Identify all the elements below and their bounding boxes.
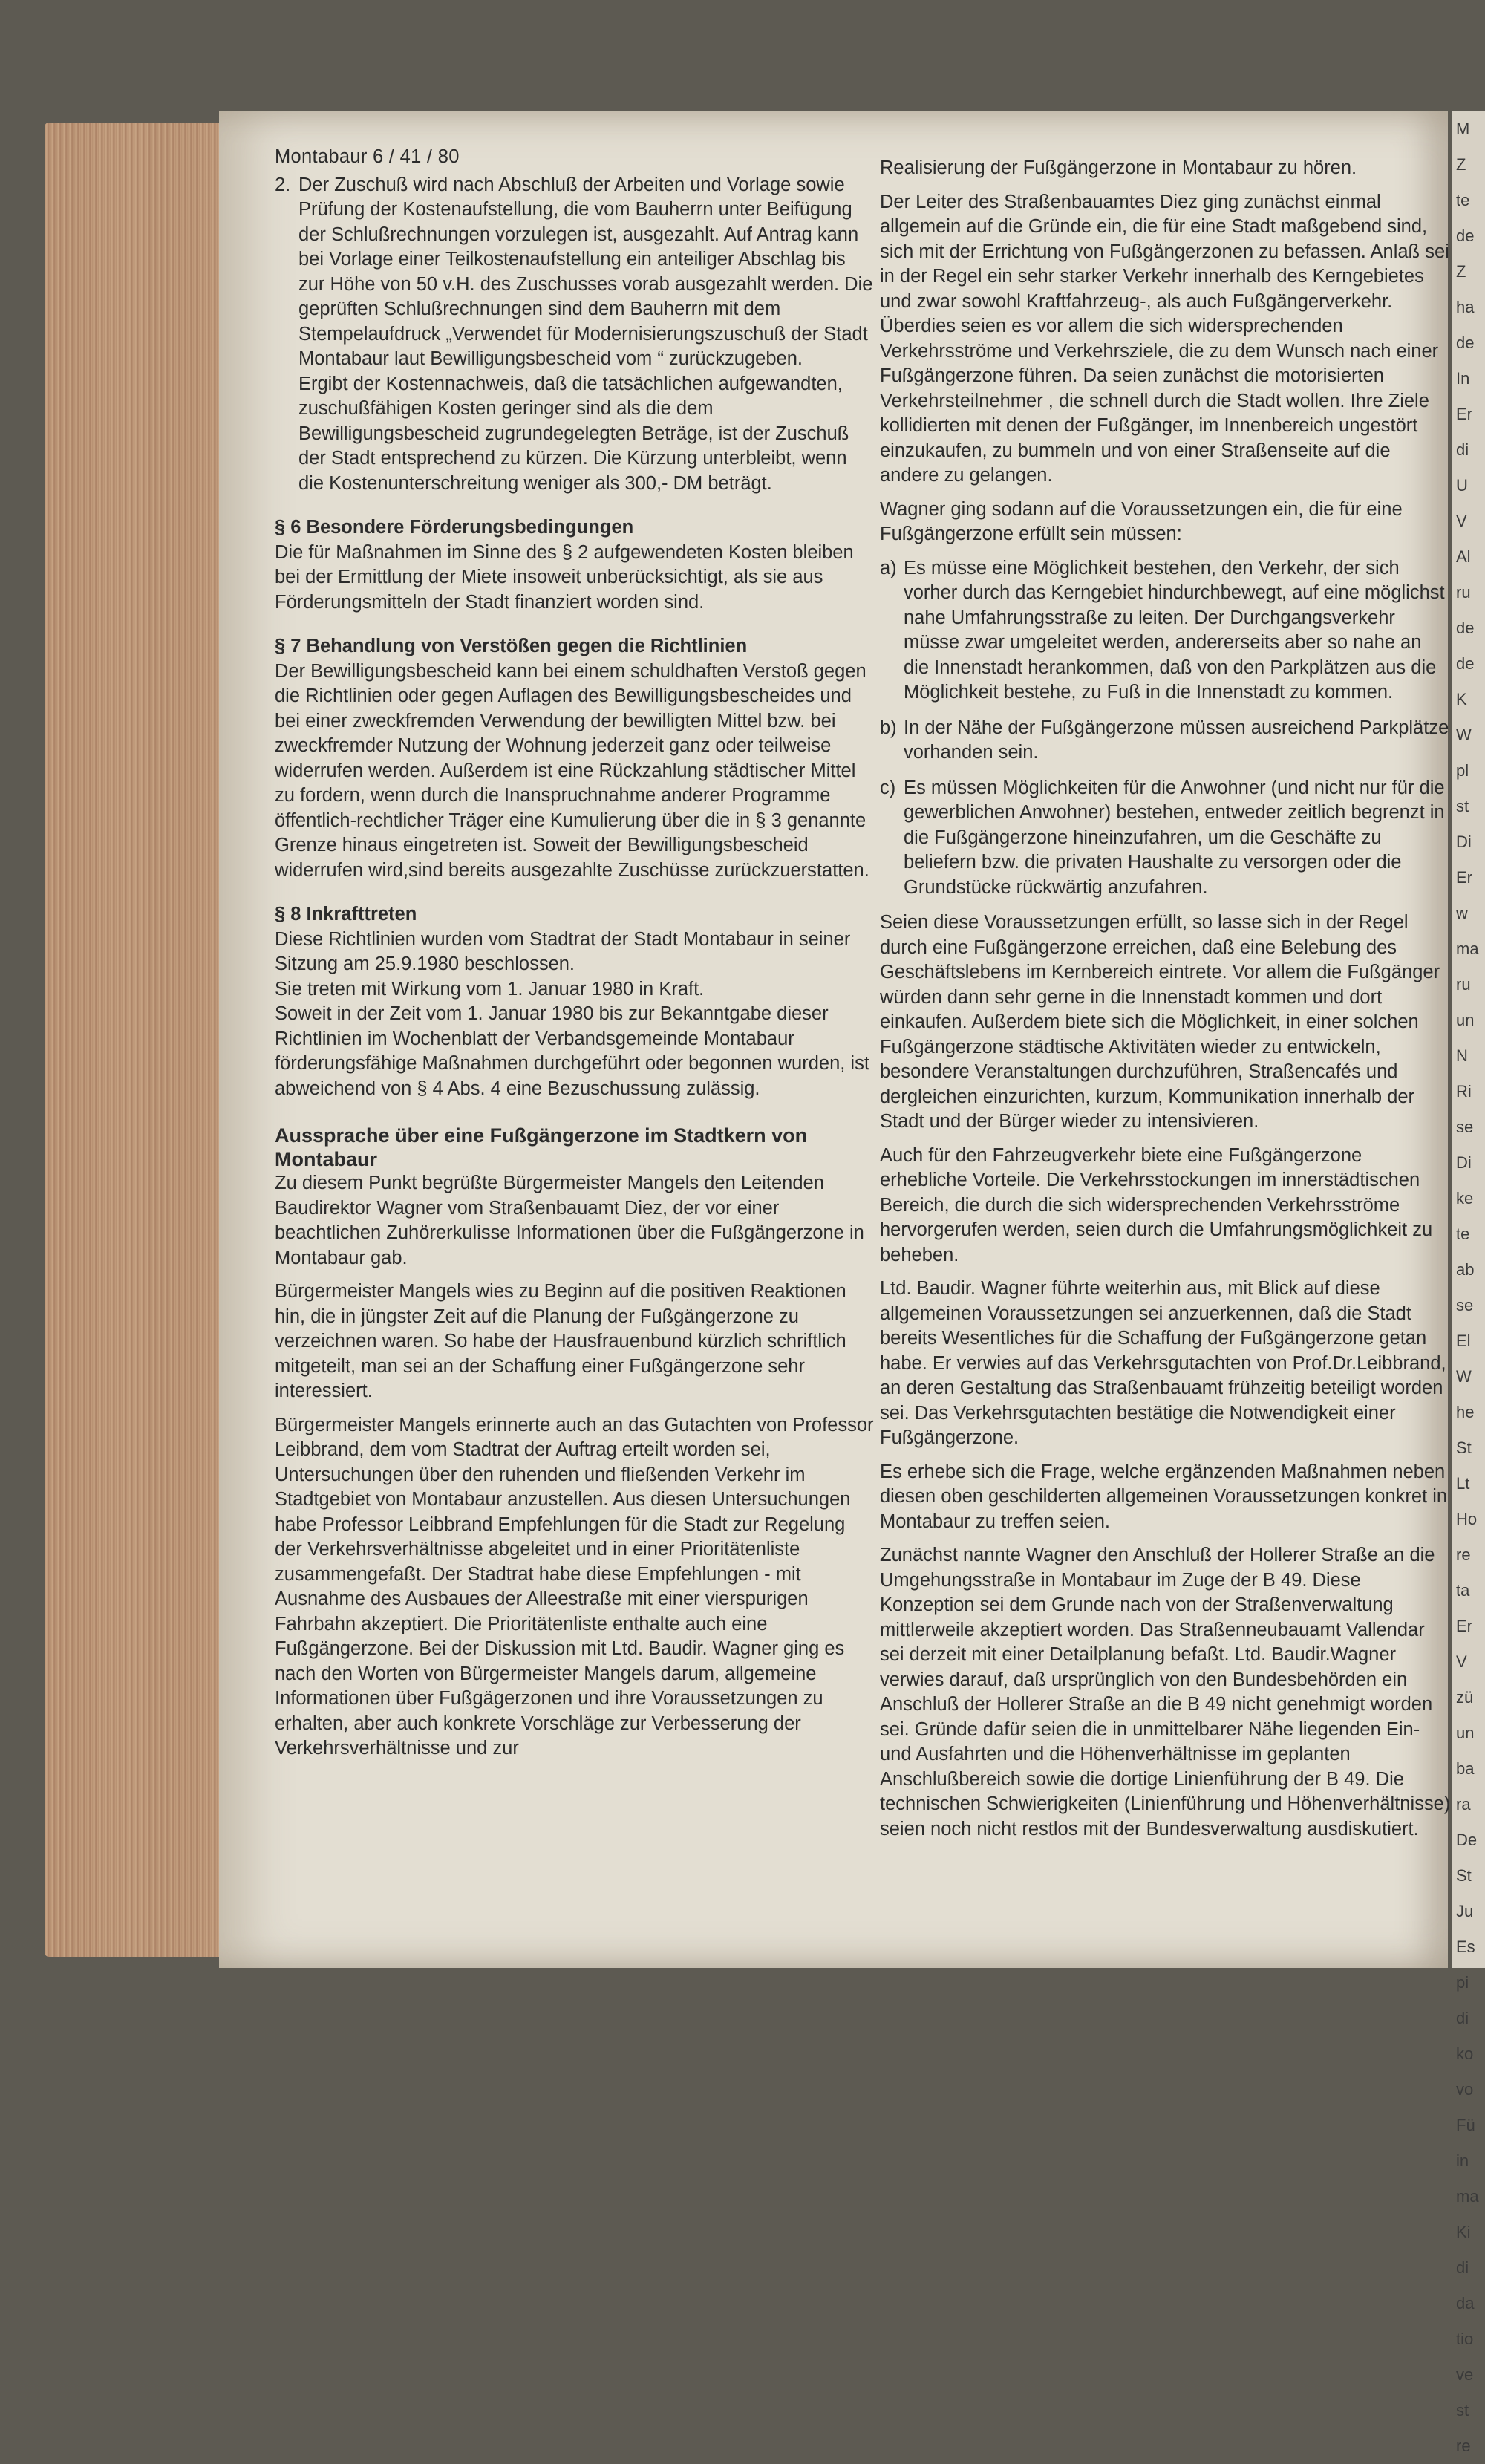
right-paragraph-3: Wagner ging sodann auf die Voraussetzungen ein, die für eine Fußgängerzone erfüllt sein müssen: xyxy=(880,498,1403,544)
right-paragraph-2: Der Leiter des Straßenbauamtes Diez ging zunächst einmal allgemein auf die Gründe ein, die für eine Stadt maßgebend sind, sich mit der Errichtung von Fußgängerzonen zu befassen. Anlaß sei in der Regel ein sehr starker Verkehr innerhalb des Kerngebietes und zwar sowohl Kraftfahrzeug-, als auch Fußgängerverkehr. Überdies seien es vor allem die sich widersprechenden Verkehrsströme und Verkehrsziele, die zu dem Wunsch nach einer Fußgängerzone führen. Da seien zunächst die motorisierten Verkehrsteilnehmer , die schnell durch die Stadt wollen. Ihre Ziele kollidierten mit denen der Fußgänger, im Innenbereich ungestört einzukaufen, zu bummeln und von einer Straßenseite auf die andere zu gelangen. xyxy=(880,191,1449,486)
next-page-fragment: in xyxy=(1456,2151,1469,2170)
list-item-a-text: Es müsse eine Möglichkeit bestehen, den Verkehr, der sich vorher durch das Kerngebiet hindurchbewegt, auf eine möglichst nahe Umfahrungsstraße zu leiten. Der Durchgangsverkehr müsse zwar umgeleitet werden, andererseits aber so nahe an die Innenstadt herankommen, daß von den Parkplätzen aus die Möglichkeit bestehe, zu Fuß in die Innenstadt zu kommen. xyxy=(904,557,1445,703)
next-page-fragment: El xyxy=(1456,1332,1471,1350)
next-page-fragment: da xyxy=(1456,2294,1475,2313)
list-item-c-label: c) xyxy=(880,777,896,798)
section-6-text: Die für Maßnahmen im Sinne des § 2 aufgewendeten Kosten bleiben bei der Ermittlung der Miete insoweit unberücksichtigt, als sie aus Förderungsmitteln der Stadt finanziert worden sind. xyxy=(275,541,854,613)
section-8-text-3: Soweit in der Zeit vom 1. Januar 1980 bis zur Bekanntgabe dieser Richtlinien im Wochenblatt der Verbandsgemeinde Montabaur förderungsfähige Maßnahmen durchgeführt oder begonnen wurden, ist abweichend von § 4 Abs. 4 eine Bezuschussung zulässig. xyxy=(275,1003,869,1099)
next-page-fragment: de xyxy=(1456,654,1475,673)
next-page-fragment: M xyxy=(1456,120,1470,138)
next-page-fragment: Es xyxy=(1456,1937,1475,1956)
next-page-fragment: ta xyxy=(1456,1581,1470,1600)
next-page-fragment: St xyxy=(1456,1866,1472,1885)
right-paragraph-5: Auch für den Fahrzeugverkehr biete eine Fußgängerzone erhebliche Vorteile. Die Verkehrsstockungen im innerstädtischen Bereich, die durch die sich widersprechenden Verkehrsströme hervorgerufen werden, seien durch die Umfahrungsmöglichkeit zu beheben. xyxy=(880,1144,1433,1265)
list-item-a-label: a) xyxy=(880,557,897,578)
list-item-b xyxy=(880,716,1452,766)
next-page-fragment: un xyxy=(1456,1724,1475,1742)
next-page-fragment: Di xyxy=(1456,1153,1472,1172)
next-page-fragment: un xyxy=(1456,1011,1475,1029)
section-8-heading: § 8 Inkrafttreten xyxy=(275,904,417,925)
next-page-fragment: w xyxy=(1456,904,1468,922)
next-page-fragment: W xyxy=(1456,1367,1472,1386)
next-page-fragment: de xyxy=(1456,619,1475,637)
item-2-label: 2. xyxy=(275,174,291,195)
next-page-fragment: Fü xyxy=(1456,2116,1475,2134)
next-page-fragment: Er xyxy=(1456,868,1472,887)
section-8-text-1: Diese Richtlinien wurden vom Stadtrat der Stadt Montabaur in seiner Sitzung am 25.9.1980 beschlossen. xyxy=(275,928,851,974)
next-page-fragment: Al xyxy=(1456,547,1471,566)
next-page-fragment: Ju xyxy=(1456,1902,1474,1920)
next-page-fragment: ma xyxy=(1456,2187,1479,2206)
section-8-text-2: Sie treten mit Wirkung vom 1. Januar 1980 in Kraft. xyxy=(275,978,705,1000)
next-page-fragment: te xyxy=(1456,191,1470,209)
book-page-edge xyxy=(45,123,219,1957)
next-page-fragment: de xyxy=(1456,226,1475,245)
next-page-fragment: di xyxy=(1456,2009,1469,2027)
right-paragraph-4: Seien diese Voraussetzungen erfüllt, so lasse sich in der Regel durch eine Fußgängerzone erreichen, daß eine Belebung des Geschäftslebens im Kernbereich eintrete. Vor allem die Fußgänger würden dann sehr gerne in die Innenstadt kommen und dort einkaufen. Außerdem biete sich die Möglichkeit, in einer solchen Fußgängerzone städtische Aktivitäten wieder zu entwickeln, besondere Veranstaltungen durchzuführen, Straßencafés und dergleichen einzurichten, kurzum, Kommunikation innerhalb der Stadt und der Bürger wieder zu intensivieren. xyxy=(880,912,1440,1132)
next-page-fragment: ru xyxy=(1456,975,1471,994)
next-page-fragment: di xyxy=(1456,440,1469,459)
next-page-fragment: Z xyxy=(1456,262,1466,281)
next-page-fragment: K xyxy=(1456,690,1467,708)
section-6-heading: § 6 Besondere Förderungsbedingungen xyxy=(275,517,634,538)
next-page-fragment: Z xyxy=(1456,155,1466,174)
list-item-c-text: Es müssen Möglichkeiten für die Anwohner (und nicht nur für die gewerblichen Anwohner) bestehen, entweder zeitlich begrenzt in die Fußgängerzone hineinzufahren, um die Geschäfte zu beliefern bzw. die privaten Haushalte zu versorgen oder die Grundstücke rückwärtig anzufahren. xyxy=(904,777,1445,898)
next-page-fragment: vo xyxy=(1456,2080,1474,2099)
next-page-fragment: In xyxy=(1456,369,1470,388)
next-page-fragment: st xyxy=(1456,797,1469,815)
next-page-fragment: pi xyxy=(1456,1973,1469,1992)
list-item-c xyxy=(880,776,1452,901)
right-column xyxy=(880,156,1452,1851)
item-2 xyxy=(275,173,876,497)
next-page-fragment: ve xyxy=(1456,2365,1474,2384)
list-item-b-text: In der Nähe der Fußgängerzone müssen ausreichend Parkplätze vorhanden sein. xyxy=(904,717,1449,763)
next-page-fragment: Lt xyxy=(1456,1474,1470,1493)
next-page-fragment: ma xyxy=(1456,939,1479,958)
next-page-fragment: Er xyxy=(1456,405,1472,423)
section-7-heading: § 7 Behandlung von Verstößen gegen die Richtlinien xyxy=(275,636,748,656)
next-page-fragment: re xyxy=(1456,1545,1471,1564)
next-page-fragment: te xyxy=(1456,1225,1470,1243)
left-column xyxy=(275,145,876,1770)
aussprache-heading: Aussprache über eine Fußgängerzone im Stadtkern von Montabaur xyxy=(275,1124,808,1170)
next-page-fragment: De xyxy=(1456,1831,1478,1849)
page-header: Montabaur 6 / 41 / 80 xyxy=(275,146,460,167)
right-paragraph-6: Ltd. Baudir. Wagner führte weiterhin aus, mit Blick auf diese allgemeinen Voraussetzungen sei anzuerkennen, daß die Stadt bereits Wesentliches für die Schaffung der Fußgängerzone getan habe. Er verwies auf das Verkehrsgutachten von Prof.Dr.Leibbrand, an deren Gestaltung das Straßenbauamt frühzeitig beteiligt worden sei. Das Verkehrsgutachten bestätige die Notwendigkeit einer Fußgängerzone. xyxy=(880,1278,1446,1448)
next-page-fragment: W xyxy=(1456,726,1472,744)
right-paragraph-1: Realisierung der Fußgängerzone in Montabaur zu hören. xyxy=(880,157,1357,178)
item-2-text-2: Ergibt der Kostennachweis, daß die tatsächlichen aufgewandten, zuschußfähigen Kosten geringer sind als die dem Bewilligungsbescheid zugrundegelegten Beträge, ist der Zuschuß der Stadt entsprechend zu kürzen. Die Kürzung unterbleibt, wenn die Kostenunterschreitung weniger als 300,- DM beträgt. xyxy=(298,373,849,494)
next-page-fragment: pl xyxy=(1456,761,1469,780)
next-page-fragment: V xyxy=(1456,512,1467,530)
next-page-fragment: U xyxy=(1456,476,1468,495)
next-page-fragment: ha xyxy=(1456,298,1475,316)
next-page-fragment: ba xyxy=(1456,1759,1475,1778)
next-page-fragment: st xyxy=(1456,2401,1469,2419)
aussprache-paragraph-2: Bürgermeister Mangels wies zu Beginn auf die positiven Reaktionen hin, die in jüngster Zeit auf die Planung der Fußgängerzone zu verzeichnen waren. So habe der Hausfrauenbund kürzlich schriftlich mitgeteilt, man sei an der Schaffung einer Fußgängerzone sehr interessiert. xyxy=(275,1281,846,1401)
right-paragraph-7: Es erhebe sich die Frage, welche ergänzenden Maßnahmen neben diesen oben geschilderten allgemeinen Voraussetzungen konkret in Montabaur zu treffen seien. xyxy=(880,1461,1448,1532)
next-page-fragment: he xyxy=(1456,1403,1475,1421)
next-page-fragment: tio xyxy=(1456,2330,1474,2348)
next-page-fragment: Ho xyxy=(1456,1510,1478,1528)
next-page-fragment: re xyxy=(1456,2437,1471,2455)
next-page-fragment: Di xyxy=(1456,832,1472,851)
list-item-b-label: b) xyxy=(880,717,897,738)
next-page-fragment: Er xyxy=(1456,1617,1472,1635)
list-item-a xyxy=(880,556,1452,705)
next-page-fragment: ab xyxy=(1456,1260,1475,1279)
next-page-fragment: Ri xyxy=(1456,1082,1472,1101)
next-page-fragment: N xyxy=(1456,1046,1468,1065)
item-2-text: Der Zuschuß wird nach Abschluß der Arbeiten und Vorlage sowie Prüfung der Kostenaufstellung, die vom Bauherrn unter Beifügung der Schlußrechnungen vorzulegen ist, ausgezahlt. Auf Antrag kann bei Vorlage einer Teilkostenaufstellung ein anteiliger Abschlag bis zur Höhe von 50 v.H. des Zuschusses vorab ausgezahlt werden. Die geprüften Schlußrechnungen sind dem Bauherrn mit dem Stempelaufdruck „Verwendet für Modernisierungszuschuß der Stadt Montabaur laut Bewilligungsbescheid vom “ zurückzugeben. xyxy=(298,174,873,369)
section-7-text: Der Bewilligungsbescheid kann bei einem schuldhaften Verstoß gegen die Richtlinien oder gegen Auflagen des Bewilligungsbescheides und bei einer zweckfremden Verwendung der bewilligten Mittel bzw. bei zweckfremder Nutzung der Wohnung jederzeit ganz oder teilweise widerrufen werden. Außerdem ist eine Rückzahlung städtischer Mittel zu fordern, wenn durch die Inanspruchnahme anderer Programme öffentlich-rechtlicher Träger eine Kumulierung über die in § 3 genannte Grenze hinaus eingetreten ist. Soweit der Bewilligungsbescheid widerrufen wird,sind bereits ausgezahlte Zuschüsse zurückzuerstatten. xyxy=(275,660,869,881)
next-page-edge xyxy=(1452,111,1485,2455)
next-page-fragment: de xyxy=(1456,333,1475,352)
aussprache-paragraph-3: Bürgermeister Mangels erinnerte auch an das Gutachten von Professor Leibbrand, dem vom Stadtrat der Auftrag erteilt worden sei, Untersuchungen über den ruhenden und fließenden Verkehr im Stadtgebiet von Montabaur anzustellen. Aus diesen Untersuchungen habe Professor Leibbrand Empfehlungen für die Stadt zur Regelung der Verkehrsverhältnisse abgeleitet und in einer Prioritätenliste zusammengefaßt. Der Stadtrat habe diese Empfehlungen - mit Ausnahme des Ausbaues der Alleestraße mit einer vierspurigen Fahrbahn akzeptiert. Die Prioritätenliste enthalte auch eine Fußgängerzone. Bei der Diskussion mit Ltd. Baudir. Wagner ging es nach den Worten von Bürgermeister Mangels darum, allgemeine Informationen über Fußgägerzonen und ihre Voraussetzungen zu erhalten, aber auch konkrete Vorschläge zur Verbesserung der Verkehrsverhältnisse und zur xyxy=(275,1414,874,1759)
next-page-fragment: Ki xyxy=(1456,2223,1471,2241)
next-page-fragment: St xyxy=(1456,1438,1472,1457)
aussprache-paragraph-1: Zu diesem Punkt begrüßte Bürgermeister Mangels den Leitenden Baudirektor Wagner vom Straßenbauamt Diez, der vor einer beachtlichen Zuhörerkulisse Informationen über die Fußgängerzone in Montabaur gab. xyxy=(275,1173,864,1268)
next-page-fragment: zü xyxy=(1456,1688,1474,1707)
next-page-fragment: di xyxy=(1456,2258,1469,2277)
next-page-fragment: se xyxy=(1456,1296,1474,1314)
next-page-fragment: ke xyxy=(1456,1189,1474,1207)
next-page-fragment: V xyxy=(1456,1652,1467,1671)
next-page-fragment: ra xyxy=(1456,1795,1471,1813)
next-page-fragment: se xyxy=(1456,1118,1474,1136)
next-page-fragment: ko xyxy=(1456,2044,1474,2063)
right-paragraph-8: Zunächst nannte Wagner den Anschluß der Hollerer Straße an die Umgehungsstraße in Montabaur im Zuge der B 49. Diese Konzeption sei dem Grunde nach von der Straßenverwaltung mittlerweile akzeptiert worden. Das Straßenneubauamt Vallendar sei derzeit mit einer Detailplanung befaßt. Ltd. Baudir.Wagner verwies darauf, daß ursprünglich von den Bundesbehörden ein Anschluß der Hollerer Straße an die B 49 nicht genehmigt worden sei. Gründe dafür seien die in unmittelbarer Nähe liegenden Ein- und Ausfahrten und die Höhenverhältnisse im geplanten Anschlußbereich sowie die dortige Linienführung der B 49. Die technischen Schwierigkeiten (Linienführung und Höhenverhältnisse) seien noch nicht restlos mit der Bundesverwaltung ausdiskutiert. xyxy=(880,1545,1451,1839)
next-page-fragment: ru xyxy=(1456,583,1471,602)
